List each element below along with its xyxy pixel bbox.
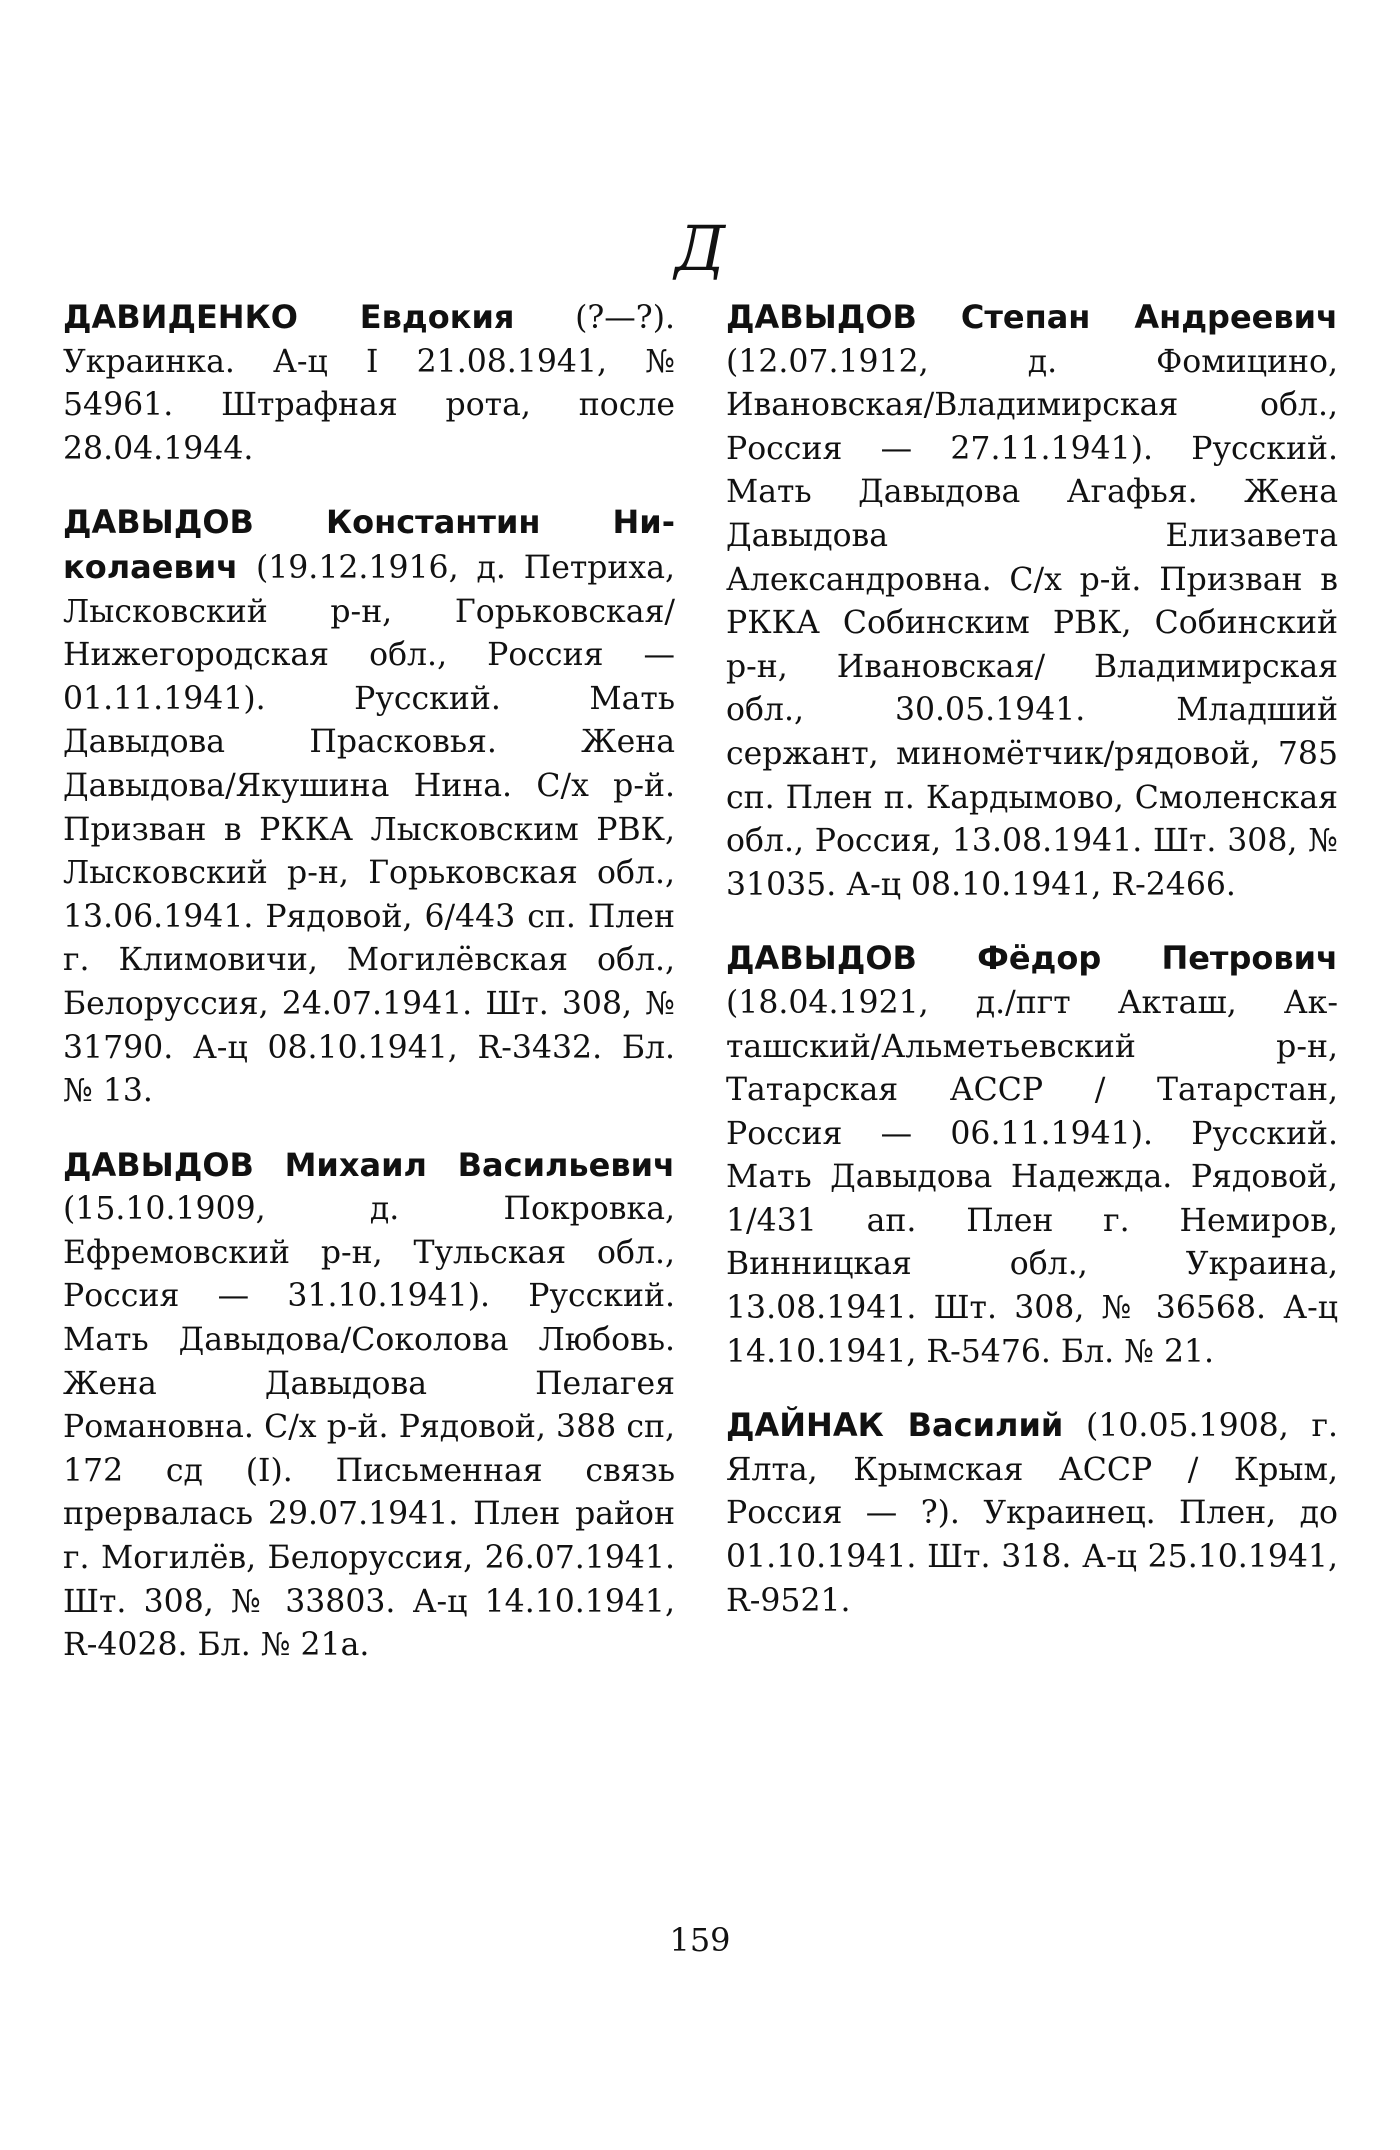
entry-text: (15.10.1909, д. Покровка, Ефремовский р-н, Тульская обл., Россия — 31.10.1941). Русский. Мать Давыдова/Соколова Любовь. Жена Давыдова Пелагея Романовна. С/х р-й. Рядовой, 388 сп, 172 сд (I). Письменная связь прервалась 29.07.1941. Плен район г. Могилёв, Белоруссия, 26.07.1941. Шт. 308, № 33803. А-ц 14.10.1941, R-4028. Бл. № 21а. [63, 1191, 675, 1664]
left-column [63, 296, 675, 1698]
entry-name: ДАВИДЕНКО Евдокия [63, 298, 515, 336]
entry-davydov-fedor [726, 937, 1338, 1374]
entry-davidenko-evdokiya [63, 296, 675, 471]
page-number: 159 [669, 1921, 731, 1959]
entry-text: (19.12.1916, д. Петриха, Лысковский р-н, Горьковская/Нижегородская обл., Россия — 01.11.1941). Русский. Мать Давыдова Прасковья. Жена Давыдова/Якушина Нина. С/х р-й. Призван в РККА Лысковским РВК, Лысковский р-н, Горьковская обл., 13.06.1941. Рядовой, 6/443 сп. Плен г. Климовичи, Могилёвская обл., Белоруссия, 24.07.1941. Шт. 308, № 31790. А-ц 08.10.1941, R-3432. Бл. № 13. [63, 549, 675, 1110]
entry-davydov-konstantin [63, 501, 675, 1113]
entry-daynak-vasiliy [726, 1404, 1338, 1623]
entry-text: (12.07.1912, д. Фомицино, Ивановская/Владимирская обл., Россия — 27.11.1941). Русский. Мать Давыдова Агафья. Жена Давыдова Елизавета Александровна. С/х р-й. Призван в РККА Собинским РВК, Собинский р-н, Ивановская/ Владимирская обл., 30.05.1941. Младший сержант, миномётчик/рядовой, 785 сп. Плен п. Кардымово, Смоленская обл., Россия, 13.08.1941. Шт. 308, № 31035. А-ц 08.10.1941, R-2466. [726, 343, 1338, 903]
entry-name: ДАВЫДОВ Константин Николаевич [63, 503, 675, 586]
entry-text: (18.04.1921, д./пгт Акташ, Акташский/Альметьевский р-н, Татарская АССР / Татарстан, Россия — 06.11.1941). Русский. Мать Давыдова Надежда. Рядовой, 1/431 ап. Плен г. Немиров, Винницкая обл., Украина, 13.08.1941. Шт. 308, № 36568. А-ц 14.10.1941, R-5476. Бл. № 21. [726, 984, 1338, 1370]
entry-text: (10.05.1908, г. Ялта, Крымская АССР / Крым, Россия — ?). Украинец. Плен, до 01.10.1941. Шт. 318. А-ц 25.10.1941, R-9521. [726, 1408, 1338, 1619]
entry-name: ДАЙНАК Василий [726, 1406, 1064, 1445]
entry-davydov-mikhail [63, 1144, 675, 1668]
entry-name: ДАВЫДОВ Фёдор Петрович [726, 939, 1338, 978]
entry-name: ДАВЫДОВ Степан Андреевич [726, 298, 1338, 336]
entry-name: ДАВЫДОВ Михаил Васильeвич [63, 1145, 675, 1184]
entry-davydov-stepan [726, 296, 1338, 907]
right-column [726, 296, 1338, 1653]
section-letter: Д [674, 212, 726, 285]
entry-text: (?—?). Украинка. А-ц I 21.08.1941, № 54961. Штрафная рота, после 28.04.1944. [63, 300, 675, 467]
